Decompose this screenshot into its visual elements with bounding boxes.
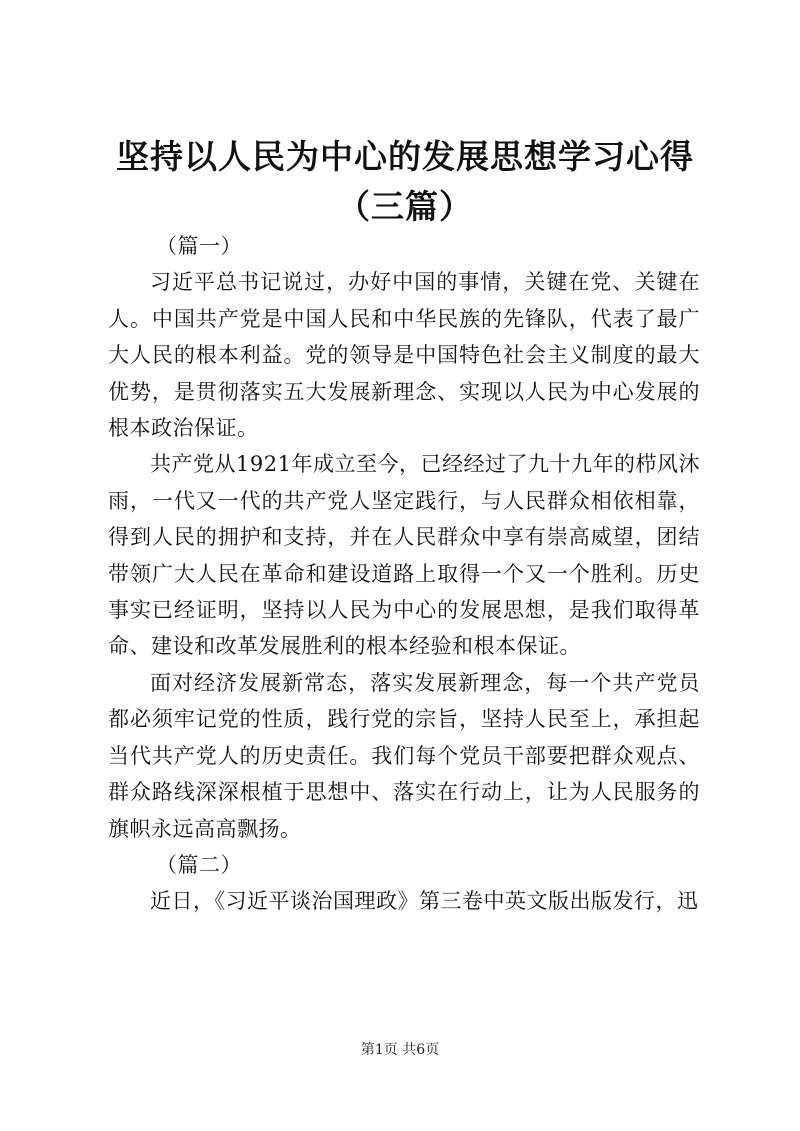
paragraph: 共产党从1921年成立至今，已经经过了九十九年的栉风沐雨，一代又一代的共产党人坚定践行，与人民群众相依相靠，得到人民的拥护和支持，并在人民群众中享有崇高威望，团结带领广大人民在革命和建设道路上取得一个又一个胜利。历史事实已经证明，坚持以人民为中心的发展思想，是我们取得革命、建设和改革发展胜利的根本经验和根本保证。 — [108, 452, 700, 659]
paragraph: 面对经济发展新常态，落实发展新理念，每一个共产党员都必须牢记党的性质，践行党的宗旨，坚持人民至上，承担起当代共产党人的历史责任。我们每个党员干部要把群众观点、群众路线深深根植于思想中、落实在行动上，让为人民服务的旗帜永远高高飘扬。 — [108, 670, 700, 841]
paragraph: 习近平总书记说过，办好中国的事情，关键在党、关键在人。中国共产党是中国人民和中华民族的先锋队，代表了最广大人民的根本利益。党的领导是中国特色社会主义制度的最大优势，是贯彻落实五大发展新理念、实现以人民为中心发展的根本政治保证。 — [108, 270, 700, 441]
section-label-2: （篇二） — [156, 852, 242, 877]
page-footer: 第1页 共6页 — [360, 1042, 440, 1058]
paragraph: 近日，《习近平谈治国理政》第三卷中英文版出版发行，迅 — [150, 889, 699, 914]
section-label-1: （篇一） — [156, 234, 242, 258]
document-body — [108, 228, 700, 920]
document-title: 坚持以人民为中心的发展思想学习心得（三篇） — [116, 137, 694, 226]
